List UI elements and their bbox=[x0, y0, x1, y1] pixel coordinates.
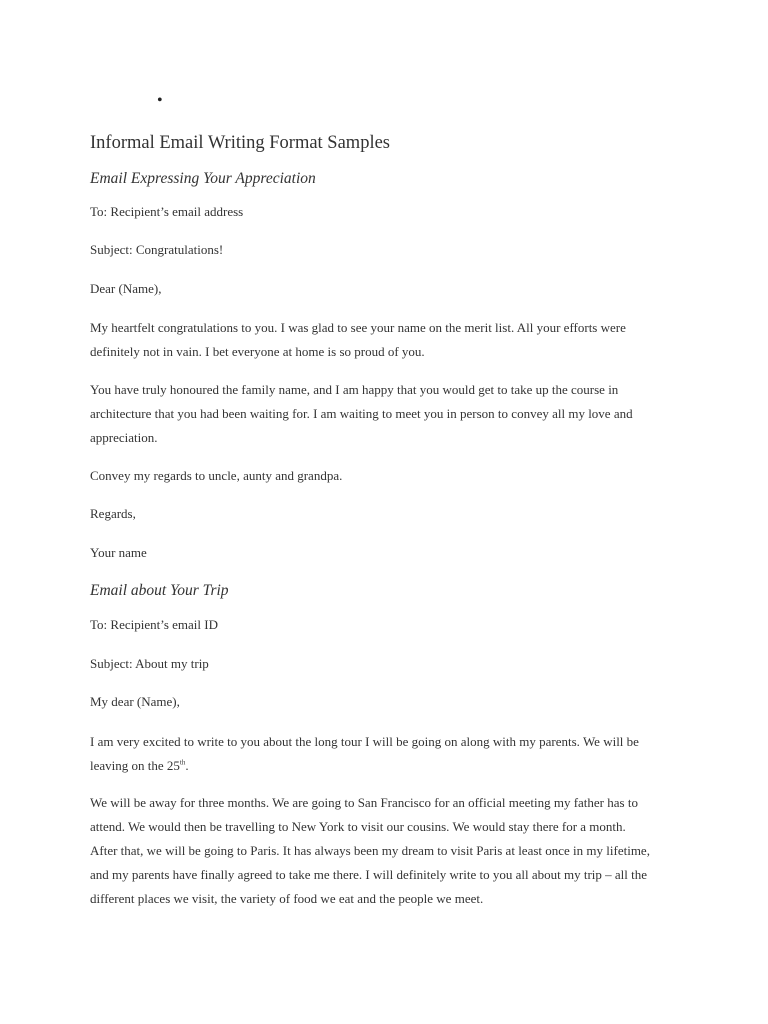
email1-paragraph-2: You have truly honoured the family name, and I am happy that you would get to take up the course in architecture that you had been waiting for. I am waiting to meet you in person to convey all my love and appreciation. bbox=[90, 382, 633, 445]
email2-paragraph-1-text: I am very excited to write to you about the long tour I will be going on along with my parents. We will be leaving on the 25 bbox=[90, 734, 639, 773]
email2-paragraph-1-end: . bbox=[185, 758, 189, 773]
list-bullet: • bbox=[157, 92, 163, 109]
email2-to-line: To: Recipient’s email ID bbox=[90, 617, 218, 632]
ordinal-suffix: th bbox=[179, 758, 186, 767]
section-heading-trip: Email about Your Trip bbox=[90, 582, 229, 599]
email2-paragraph-2: We will be away for three months. We are going to San Francisco for an official meeting my father has to attend. We would then be travelling to New York to visit our cousins. We would stay there for a month. After that, we will be going to Paris. It has always been my dream to visit Paris at least once in my lifetime, and my parents have finally agreed to take me there. I will definitely write to you all about my trip – all the different places we visit, the variety of food we eat and the people we meet. bbox=[90, 795, 650, 906]
email1-paragraph-1: My heartfelt congratulations to you. I was glad to see your name on the merit list. All your efforts were definitely not in vain. I bet everyone at home is so proud of you. bbox=[90, 320, 626, 359]
email1-signature: Your name bbox=[90, 545, 147, 560]
email2-subject-line: Subject: About my trip bbox=[90, 656, 209, 671]
email2-greeting: My dear (Name), bbox=[90, 694, 180, 709]
email1-closing: Regards, bbox=[90, 506, 136, 521]
section-heading-appreciation: Email Expressing Your Appreciation bbox=[90, 170, 316, 187]
email1-to-line: To: Recipient’s email address bbox=[90, 204, 244, 219]
email1-greeting: Dear (Name), bbox=[90, 281, 162, 296]
email1-paragraph-3: Convey my regards to uncle, aunty and grandpa. bbox=[90, 468, 343, 483]
email1-subject-line: Subject: Congratulations! bbox=[90, 242, 224, 257]
page-title: Informal Email Writing Format Samples bbox=[90, 133, 391, 153]
email2-paragraph-1 bbox=[90, 730, 650, 778]
